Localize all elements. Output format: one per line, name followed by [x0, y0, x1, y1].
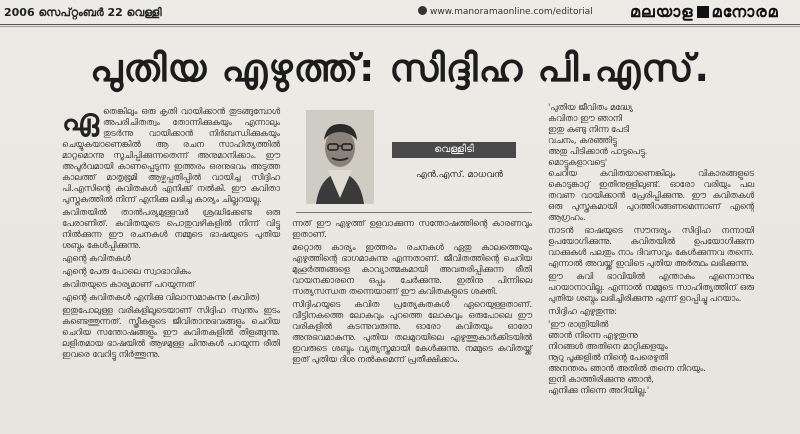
poem-block — [548, 102, 754, 168]
left-poem-line: എന്റെ കവിതകൾ എനിക്കു വിലാസമാകുന്നു (കവിത) — [62, 292, 260, 302]
poem-block — [548, 319, 754, 396]
globe-icon — [418, 6, 427, 15]
right-column — [548, 102, 754, 396]
poem-line: ഞാൻ നിന്നെ എഴുതുന്നു — [548, 330, 638, 340]
poem-line: മൊട്ടുകളാവട്ടെ' — [548, 157, 608, 167]
right-paragraph: ചെറിയ കവിതയാണെങ്കിലും വികാരങ്ങളുടെ കൊടുങ്കാറ്റ് ഇതിനുള്ളിലുണ്ട്. ഓരോ വരിയും പല തവണ വായിക്കാൻ പ്രേരിപ്പിക്കുന്നു. ഈ കവിതകൾ ഒരു പുസ്തകമായി പുറത്തിറങ്ങണമെന്നാണ് എന്റെ ആഗ്രഹം. — [548, 168, 754, 222]
masthead-logo — [630, 2, 779, 22]
masthead-square-icon — [697, 6, 709, 18]
poem-line: കവിതാ ഈ ഞാനി — [548, 113, 622, 123]
middle-paragraph: ന്നത് ഈ എഴുത്ത് ഉളവാക്കുന്ന സന്തോഷത്തിന്റെ കാരണവും ഇതാണ്. — [292, 218, 532, 239]
left-column — [62, 103, 280, 362]
website-link[interactable] — [418, 6, 593, 17]
poem-line: വചനം, കരഞ്ഞിട്ടു — [548, 135, 617, 145]
left-poem-line: എന്റെ കവിതകൾ — [62, 253, 131, 263]
left-paragraph: ഇതുപോലുള്ള വരികളിലൂടെയാണ് സിദ്ദിഹ സ്വന്തം ഇടം കണ്ടെത്തുന്നത്. സ്ത്രീകളുടെ ജീവിതാനുഭവങ്ങളും ചെറിയ ചെറിയ സന്തോഷങ്ങളും ഈ കവിതകളിൽ തിളങ്ങുന്നു. ലളിതമായ ഭാഷയിൽ ആഴമുള്ള ചിന്തകൾ പറയുന്ന രീതി ഇവരെ വേറിട്ടു നിർത്തുന്നു. — [62, 305, 280, 359]
middle-column — [292, 218, 532, 367]
poem-line: അതു പിടിക്കാൻ പാടുപെട്ടു. — [548, 146, 648, 156]
author-photo — [306, 110, 374, 204]
author-box-rule — [296, 212, 532, 213]
poem-line: 'പുതിയ ജീവിതം മദ്ധ്യേ — [548, 102, 633, 112]
middle-paragraph: സിദ്ദിഹയുടെ കവിത പ്രത്യേകതകൾ ഏറെയുള്ളതാണ്. വീട്ടിനകത്തെ ലോകവും പുറത്തെ ലോകവും ഒരുപോലെ ഈ വരികളിൽ കടന്നുവരുന്നു. ഓരോ കവിതയും ഓരോ അനുഭവമാകുന്നു. പുതിയ തലമുറയിലെ എഴുത്തുകാർക്കിടയിൽ ഇവരുടെ ശബ്ദം വ്യത്യസ്തമായി കേൾക്കുന്നു. നമ്മുടെ കവിതയ്ക്ക് ഇത് പുതിയ ദിശ നൽകുമെന്ന് പ്രതീക്ഷിക്കാം. — [292, 299, 532, 364]
poem-line: 'ഈ രാത്രിയിൽ — [548, 319, 609, 329]
poem-line: നൂറു പൂക്കളിൽ നിന്റെ പേരെഴുതി — [548, 352, 668, 362]
poem-line: ഇനി കാത്തിരിക്കുന്നു ഞാൻ, — [548, 374, 654, 384]
author-name: എൻ.എസ്. മാധവൻ — [416, 170, 503, 180]
dropcap: ഏ — [62, 103, 99, 138]
left-poem-line: എന്റെ പേരു പോലെ സ്വാഭാവികം — [62, 266, 191, 276]
right-paragraph: നാടൻ ഭാഷയുടെ സൗന്ദര്യം സിദ്ദിഹ നന്നായി ഉപയോഗിക്കുന്നു. കവിതയിൽ ഉപയോഗിക്കുന്ന വാക്കുകൾ പലതും നാം ദിവസവും കേൾക്കുന്നവ തന്നെ. എന്നാൽ അവയ്ക്ക് ഇവിടെ പുതിയ അർത്ഥം ലഭിക്കുന്നു. — [548, 225, 754, 268]
masthead-left: മലയാള — [630, 2, 694, 21]
left-poem-line: കവിതയുടെ കാര്യമാണ് പറയുന്നത് — [62, 279, 195, 289]
headline: പുതിയ എഴുത്ത്: സിദ്ദിഹ പി.എസ്. — [90, 46, 710, 90]
left-paragraph: കവിതയിൽ താൽപര്യമുള്ളവർ ശ്രദ്ധിക്കേണ്ട ഒരു പേരാണിത്. കവിതയുടെ പൊതുവഴികളിൽ നിന്ന് വിട്ടു നിൽക്കുന്ന ഈ രചനകൾ നമ്മുടെ ഭാഷയുടെ പുതിയ ശബ്ദം കേൾപ്പിക്കുന്നു. — [62, 207, 280, 250]
website-url: www.manoramaonline.com/editorial — [430, 7, 593, 17]
right-paragraph: സിദ്ദിഹ എഴുതുന്നു: — [548, 306, 617, 316]
header-rule — [0, 24, 800, 25]
poem-line: നിറങ്ങൾ അതിനെ മാറ്റിക്കളയും — [548, 341, 668, 351]
author-portrait-icon — [306, 110, 374, 204]
poem-line: ഇതു കണ്ടു നിന്ന പേടി — [548, 124, 630, 134]
column-tag: വെള്ളിടി — [392, 142, 516, 158]
header-rule-2 — [0, 26, 800, 27]
poem-line: അനന്തരം ഞാൻ അതിൽ തന്നെ നിറയും. — [548, 363, 706, 373]
left-paragraph: തെങ്കിലും ഒരു കൃതി വായിക്കാൻ തുടങ്ങുമ്പോൾ അപരിചിതത്വം തോന്നിക്കുകയും എന്നാലും തുടർന്നു വായിക്കാൻ നിർബന്ധിക്കുകയും ചെയ്യുകയാണെങ്കിൽ ആ രചന സാഹിത്യത്തിൽ മാറ്റമൊന്നു സൂചിപ്പിക്കുന്നതെന്ന് അനുമാനിക്കാം. ഈ അപൂർവമായി കാണപ്പെടുന്ന ഇത്തരം ഒരനുഭവം അടുത്ത കാലത്ത് മാതൃഭൂമി ആഴ്ചപ്പതിപ്പിൽ വായിച്ച സിദ്ദിഹ പി.എസിന്റെ കവിതകൾ എനിക്ക് നൽകി. ഈ കവിതാ പുസ്തകത്തിൽ നിന്ന് എനിക്കു ലഭിച്ച കാര്യം ചില്ലറയല്ല. — [62, 106, 280, 204]
right-paragraph: ഈ കവി ഭാവിയിൽ എന്താകും എന്നൊന്നും പറയാനാവില്ല. എന്നാൽ നമ്മുടെ സാഹിത്യത്തിന് ഒരു പുതിയ ശബ്ദം ലഭിച്ചിരിക്കുന്നു എന്ന് ഉറപ്പിച്ചു പറയാം. — [548, 271, 754, 303]
masthead-right: മനോരമ — [711, 2, 779, 21]
author-box — [296, 106, 532, 210]
poem-line: എനിക്കു നിന്നെ അറിയില്ല.' — [548, 385, 650, 395]
middle-paragraph: മറ്റൊരു കാര്യം ഇത്തരം രചനകൾ ഏതു കാലത്തെയും എഴുത്തിന്റെ ഭാഗമാകുന്നു എന്നതാണ്. ജീവിതത്തിന്റെ ചെറിയ മുഹൂർത്തങ്ങളെ കാവ്യാത്മകമായി അവതരിപ്പിക്കുന്ന രീതി വായനക്കാരനെ ഒപ്പം ചേർക്കുന്നു. ഇതിനു പിന്നിലെ സത്യസന്ധത തന്നെയാണ് ഈ കവിതകളുടെ ശക്തി. — [292, 242, 532, 296]
issue-date: 2006 സെപ്റ്റംബർ 22 വെള്ളി — [4, 6, 162, 19]
